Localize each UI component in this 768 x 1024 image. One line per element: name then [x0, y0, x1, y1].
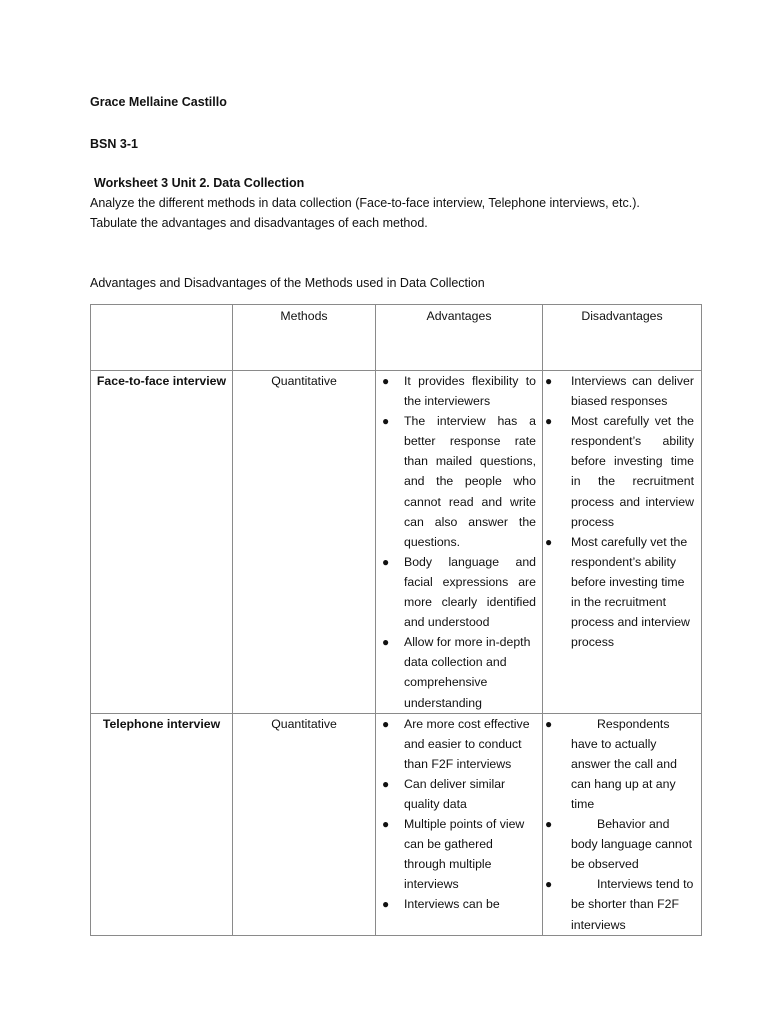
list-item [376, 632, 542, 712]
bullet-icon: ● [382, 776, 390, 791]
list-item [376, 774, 542, 814]
table-row [91, 371, 702, 714]
bullet-icon: ● [382, 716, 390, 731]
list-item-text: Behavior and body language cannot be observed [571, 817, 693, 872]
list-item [543, 874, 701, 934]
list-item [376, 714, 542, 774]
section-label: BSN 3-1 [90, 137, 138, 151]
bullet-icon: ● [545, 817, 553, 832]
list-item-text: The interview has a better response rate than mailed questions, and the people who cannot read and write can also answer the questions. [404, 414, 536, 549]
bullet-icon: ● [545, 374, 553, 388]
bullet-icon: ● [382, 374, 390, 388]
list-item [543, 714, 701, 814]
bullet-icon: ● [382, 817, 390, 832]
bullet-icon: ● [545, 716, 553, 731]
list-item [543, 371, 701, 411]
methods-table [90, 304, 702, 936]
bullet-icon: ● [545, 877, 553, 892]
header-cell-disadvantages: Disadvantages [543, 305, 702, 371]
list-item-text: Respondents have to actually answer the call and can hang up at any time [571, 716, 677, 811]
advantages-cell [376, 371, 543, 714]
table-row [91, 713, 702, 935]
list-item-text: Can deliver similar quality data [404, 776, 506, 811]
row-method-type: Quantitative [233, 713, 376, 935]
table-caption: Advantages and Disadvantages of the Methods used in Data Collection [90, 276, 485, 290]
worksheet-title: Worksheet 3 Unit 2. Data Collection [94, 176, 305, 190]
list-item [376, 411, 542, 552]
bullet-icon: ● [382, 554, 390, 569]
instruction-line-2: Tabulate the advantages and disadvantages of each method. [90, 216, 428, 230]
advantages-cell [376, 713, 543, 935]
list-item-text: Allow for more in-depth data collection and comprehensive understanding [404, 635, 531, 710]
list-item-text: Are more cost effective and easier to conduct than F2F interviews [404, 716, 530, 771]
list-item-text: It provides flexibility to the interviewers [404, 374, 536, 409]
row-method-type: Quantitative [233, 371, 376, 714]
bullet-icon: ● [382, 897, 390, 912]
bullet-icon: ● [382, 635, 390, 650]
bullet-icon: ● [545, 534, 553, 549]
header-cell-advantages: Advantages [376, 305, 543, 371]
list-item-text: Most carefully vet the respondent’s ability before investing time in the recruitment process and interview process [571, 534, 690, 650]
list-item [376, 552, 542, 632]
author-name: Grace Mellaine Castillo [90, 95, 227, 109]
row-method-name: Telephone interview [91, 713, 233, 935]
row-method-name: Face-to-face interview [91, 371, 233, 714]
header-cell-empty [91, 305, 233, 371]
disadvantages-cell [543, 371, 702, 714]
disadvantages-cell [543, 713, 702, 935]
list-item [376, 371, 542, 411]
list-item [543, 532, 701, 653]
header-cell-methods: Methods [233, 305, 376, 371]
list-item-text: Interviews can be [404, 897, 500, 912]
list-item-text: Interviews tend to be shorter than F2F interviews [571, 877, 694, 932]
list-item-text: Body language and facial expressions are more clearly identified and understood [404, 554, 536, 630]
table-header-row [91, 305, 702, 371]
list-item-text: Interviews can deliver biased responses [571, 374, 694, 409]
bullet-icon: ● [545, 414, 553, 429]
list-item-text: Multiple points of view can be gathered through multiple interviews [404, 817, 525, 892]
list-item-text: Most carefully vet the respondent’s ability before investing time in the recruitment process and interview process [571, 414, 694, 529]
list-item [543, 814, 701, 874]
bullet-icon: ● [382, 414, 390, 429]
list-item [376, 894, 542, 914]
list-item [543, 411, 701, 532]
instruction-line-1: Analyze the different methods in data collection (Face-to-face interview, Telephone interviews, etc.). [90, 196, 640, 210]
list-item [376, 814, 542, 894]
